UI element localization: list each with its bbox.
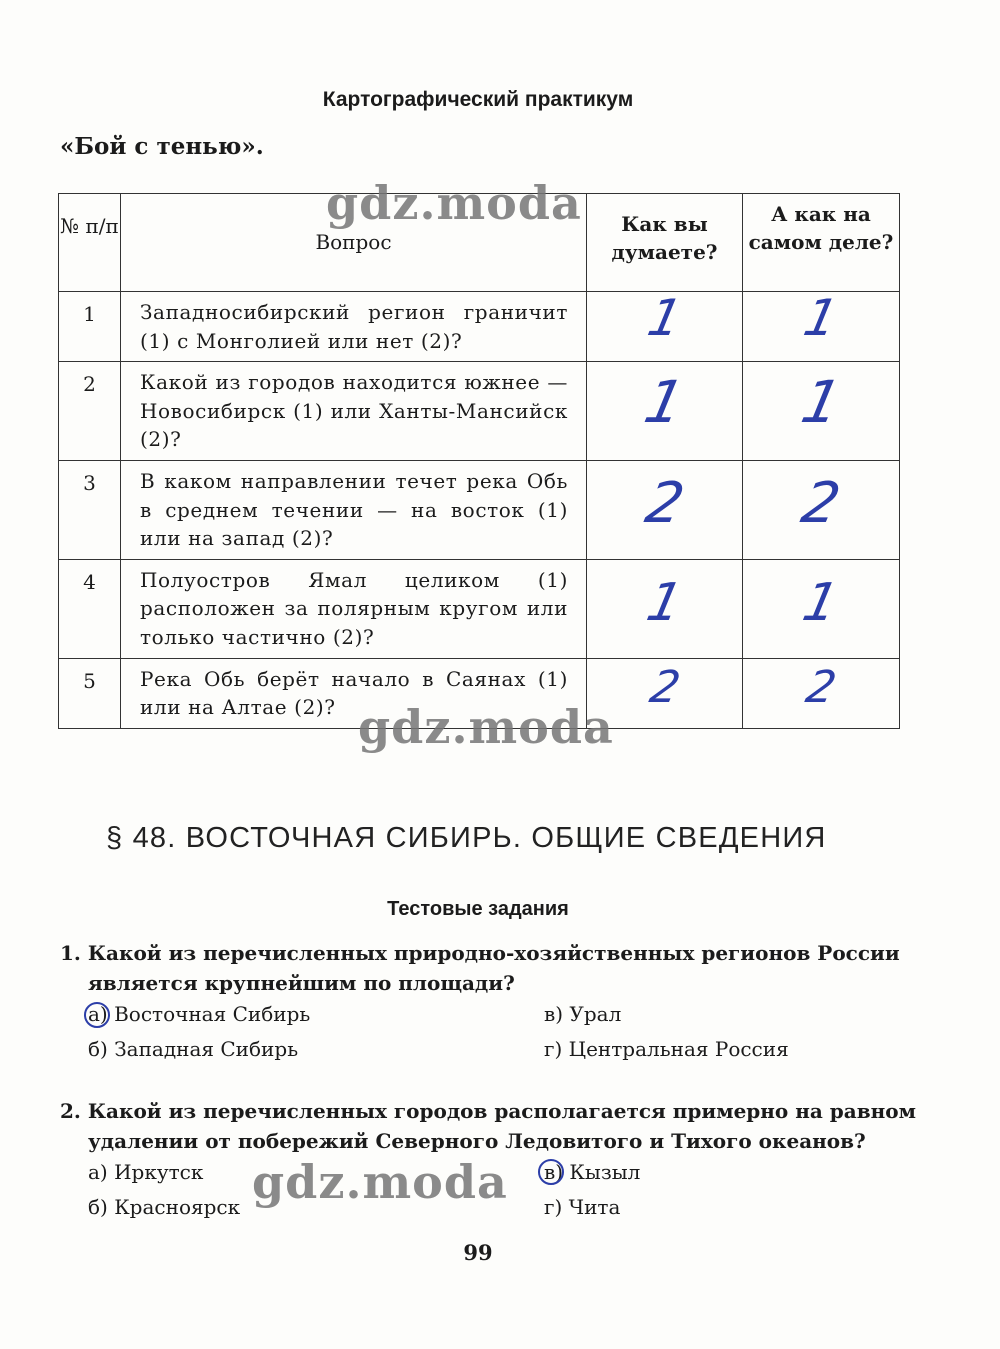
row-question: Какой из городов находится южнее — Новосибирск (1) или Ханты-Мансийск (2)? (121, 362, 587, 461)
row-num: 1 (59, 292, 121, 362)
row-actual (743, 362, 900, 461)
question-line: 2. Какой из перечисленных городов располагается примерно на равном (60, 1099, 916, 1123)
row-question: Полуостров Ямал целиком (1) расположен за полярным кругом или только частично (2)? (121, 559, 587, 658)
handwritten-answer: 2 (645, 661, 685, 713)
tests-heading: Тестовые задания (387, 898, 569, 920)
answer-option: г) Центральная Россия (544, 1037, 789, 1061)
table-row (59, 292, 900, 362)
row-question: Западносибирский регион граничит (1) с Монголией или нет (2)? (121, 292, 587, 362)
table-row (59, 461, 900, 560)
question-line: является крупнейшим по площади? (88, 971, 515, 995)
row-guess (587, 289, 743, 362)
question-line: удалении от побережий Северного Ледовитого и Тихого океанов? (88, 1129, 866, 1153)
row-actual (743, 461, 900, 560)
handwritten-answer: 2 (796, 471, 846, 536)
handwritten-answer: 1 (641, 572, 688, 633)
answer-option: а) Восточная Сибирь (88, 1002, 311, 1026)
handwritten-answer: 2 (639, 471, 690, 536)
row-actual (743, 289, 900, 362)
answer-circle-mark (84, 1002, 110, 1028)
handwritten-answer: 1 (795, 368, 847, 436)
game-title: «Бой с тенью». (60, 133, 264, 160)
watermark: gdz.moda (326, 176, 582, 230)
row-guess (587, 362, 743, 461)
row-num: 4 (59, 559, 121, 658)
answer-option: б) Красноярск (88, 1195, 241, 1219)
table-row (59, 362, 900, 461)
handwritten-answer: 1 (642, 289, 687, 347)
answer-option: б) Западная Сибирь (88, 1037, 299, 1061)
answer-option: в) Кызыл (544, 1160, 641, 1184)
handwritten-answer: 1 (638, 368, 691, 436)
row-num: 3 (59, 461, 121, 560)
watermark: gdz.moda (252, 1155, 508, 1209)
header-num: № п/п (59, 194, 121, 292)
row-num: 2 (59, 362, 121, 461)
row-num: 5 (59, 658, 121, 728)
row-actual (743, 658, 900, 728)
row-guess (587, 559, 743, 658)
row-question: Река Обь берёт начало в Саянах (1) или на Алтае (2)? (121, 658, 587, 728)
answer-option: в) Урал (544, 1002, 622, 1026)
question-table (58, 193, 900, 729)
row-actual (743, 559, 900, 658)
answer-option: г) Чита (544, 1195, 621, 1219)
handwritten-answer: 2 (801, 661, 841, 713)
handwritten-answer: 1 (798, 572, 844, 633)
question-line: 1. Какой из перечисленных природно-хозяйственных регионов России (60, 941, 900, 965)
test-question-2 (60, 1096, 940, 1156)
page-number: 99 (463, 1240, 493, 1265)
answer-circle-mark (538, 1159, 564, 1185)
row-guess (587, 461, 743, 560)
header-question: Вопрос (121, 194, 587, 292)
header-guess: Как вы думаете? (587, 194, 743, 292)
section-title: § 48. ВОСТОЧНАЯ СИБИРЬ. ОБЩИЕ СВЕДЕНИЯ (106, 822, 827, 854)
practicum-heading: Картографический практикум (322, 88, 634, 111)
table-row (59, 559, 900, 658)
test-question-1 (60, 938, 940, 998)
answer-option: а) Иркутск (88, 1160, 204, 1184)
header-actual: А как на самом деле? (743, 194, 900, 292)
watermark: gdz.moda (358, 700, 614, 754)
row-question: В каком направлении течет река Обь в среднем течении — на восток (1) или на запад (2)? (121, 461, 587, 560)
handwritten-answer: 1 (798, 289, 844, 347)
